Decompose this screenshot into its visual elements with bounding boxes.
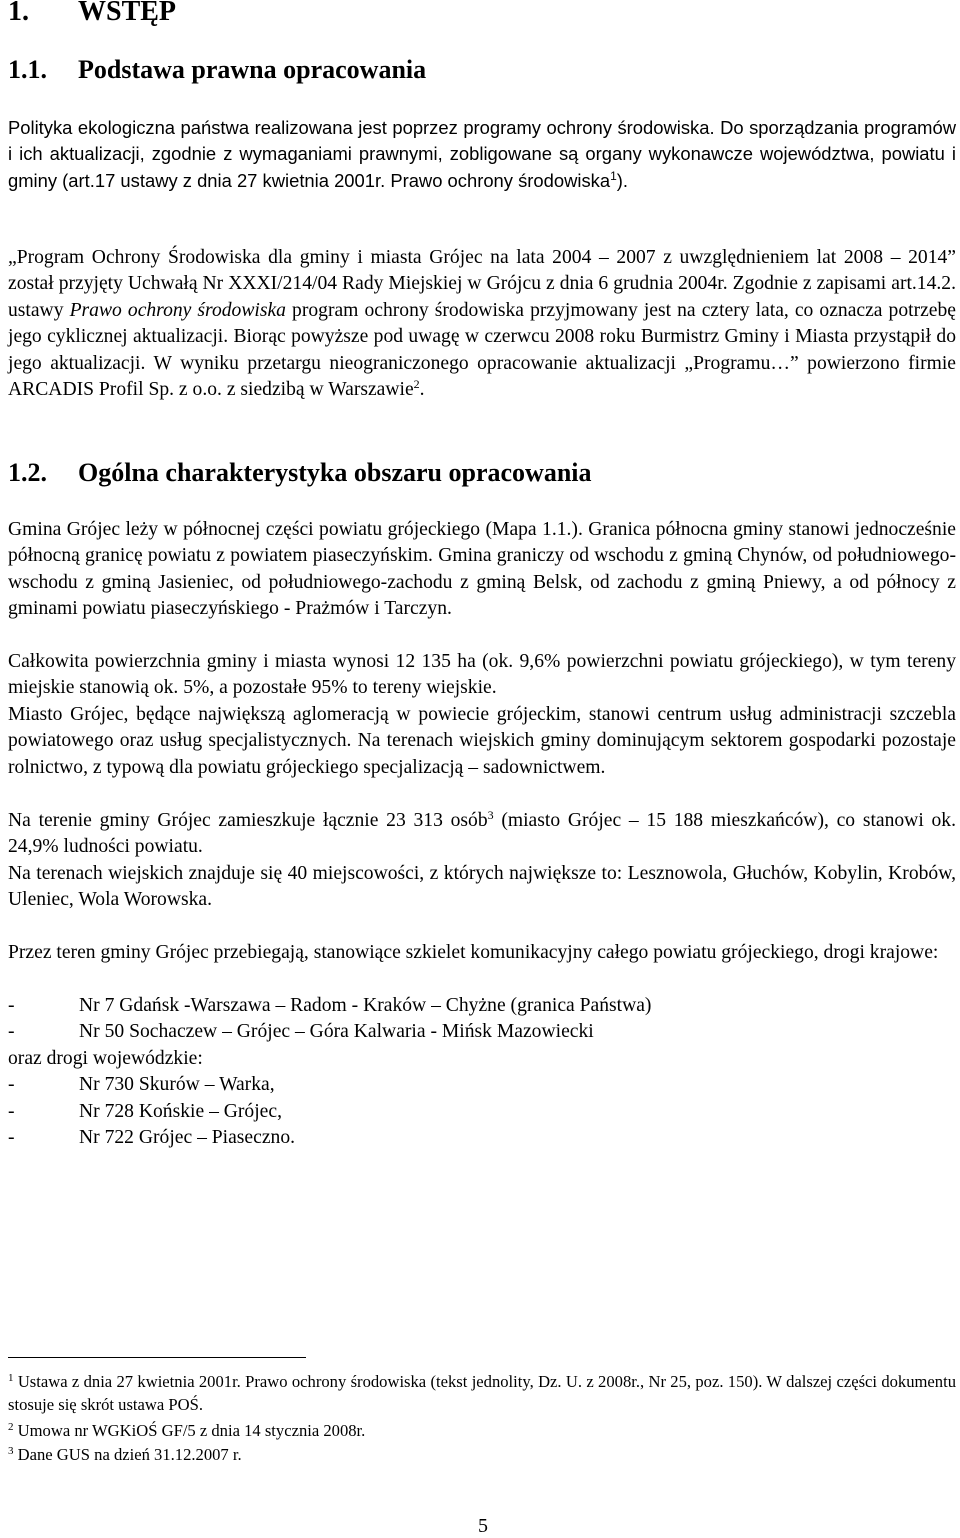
list-item	[8, 1099, 956, 1125]
list-item-text: Nr 50 Sochaczew – Grójec – Góra Kalwaria - Mińsk Mazowiecki	[79, 1021, 594, 1043]
list-item	[8, 993, 956, 1019]
paragraph-text-b: program ochrony środowiska przyjmowany jest na cztery lata, co oznacza potrzebę jego cyklicznej aktualizacji. Biorąc powyższe pod uwagę w czerwcu 2008 roku Burmistrz Gminy i Miasta przystąpił do jego aktualizacji. W wyniku przetargu nieograniczonego opracowanie aktualizacji „Programu…” powierzono firmie ARCADIS Profil Sp. z o.o. z siedzibą w Warszawie	[8, 299, 956, 401]
footnote-divider	[8, 1357, 306, 1358]
footnote-marker: 3	[8, 1445, 14, 1457]
list-bullet: -	[8, 1127, 15, 1149]
heading-title: WSTĘP	[78, 0, 177, 27]
list-item-text: Nr 722 Grójec – Piaseczno.	[79, 1127, 296, 1149]
list-bullet: -	[8, 995, 15, 1016]
heading-section-1-1	[8, 55, 426, 85]
list-item	[8, 1072, 956, 1098]
footnote-marker: 2	[8, 1421, 14, 1433]
footnote-ref-2: 2	[413, 377, 420, 392]
list-bullet: -	[8, 1074, 15, 1096]
footnote-ref-1: 1	[610, 168, 617, 183]
list-intro: oraz drogi wojewódzkie:	[8, 1047, 203, 1069]
page-number: 5	[478, 1515, 488, 1537]
footnote-ref-3: 3	[487, 808, 494, 822]
paragraph-text: Polityka ekologiczna państwa realizowana jest poprzez programy ochrony środowiska. Do sporządzania programów i ich aktualizacji, zgodnie z wymaganiami prawnymi, zobligowane są organy wykonawcze województwa, powiatu i gminy (art.17 ustawy z dnia 27 kwietnia 2001r. Prawo ochrony środowiska	[8, 117, 956, 191]
heading-number: 1.	[8, 0, 29, 27]
footnote-marker: 1	[8, 1372, 14, 1384]
heading-section-1-2	[8, 458, 592, 488]
list-item-text: Nr 7 Gdańsk -Warszawa – Radom - Kraków – Chyżne (granica Państwa)	[79, 995, 652, 1016]
footnote-text: Ustawa z dnia 27 kwietnia 2001r. Prawo ochrony środowiska (tekst jednolity, Dz. U. z 2008r., Nr 25, poz. 150). W dalszej części dokumentu stosuje się skrót ustawa POŚ.	[8, 1372, 956, 1414]
paragraph-tail: .	[419, 379, 425, 401]
law-title-italic: Prawo ochrony środowiska	[69, 299, 286, 321]
paragraph-villages: Na terenach wiejskich znajduje się 40 miejscowości, z których największe to: Lesznowola, Głuchów, Kobylin, Krobów, Uleniec, Wola Worowska.	[8, 863, 956, 911]
list-item	[8, 1019, 956, 1045]
heading-title: Ogólna charakterystyka obszaru opracowania	[78, 458, 592, 487]
footnote-2	[8, 1419, 956, 1442]
footnote-3	[8, 1443, 956, 1466]
heading-title: Podstawa prawna opracowania	[78, 55, 427, 84]
paragraph-population	[8, 808, 956, 861]
list-bullet: -	[8, 1100, 15, 1122]
paragraph-program-history	[8, 245, 956, 403]
paragraph-text-b: (miasto Grójec – 15 188 mieszkańców), co stanowi ok. 24,9% ludności powiatu.	[8, 810, 956, 858]
list-national-roads	[8, 993, 956, 1151]
paragraph-text-a: Na terenie gminy Grójec zamieszkuje łącznie 23 313 osób	[8, 810, 488, 831]
paragraph-city: Miasto Grójec, będące największą aglomeracją w powiecie grójeckim, stanowi centrum usług administracji szczebla powiatowego oraz usług specjalistycznych. Na terenach wiejskich gminy dominującym sektorem gospodarki pozostaje rolnictwo, z typową dla powiatu grójeckiego specjalizacją – sadownictwem.	[8, 704, 956, 778]
paragraph-tail: ).	[616, 169, 628, 191]
paragraph-text-a: „Program Ochrony Środowiska dla gminy i miasta Grójec na lata 2004 – 2007 z uwzględnieniem lat 2008 – 2014” został przyjęty Uchwałą Nr XXXI/214/04 Rady Miejskiej w Grójcu z dnia 6 grudnia 2004r. Zgodnie z zapisami art.14.2. ustawy	[8, 247, 956, 321]
heading-number: 1.1.	[8, 55, 47, 84]
heading-number: 1.2.	[8, 458, 47, 487]
heading-section-1	[8, 0, 176, 28]
footnote-text: Dane GUS na dzień 31.12.2007 r.	[13, 1445, 242, 1464]
list-bullet: -	[8, 1021, 15, 1043]
list-item-text: Nr 728 Końskie – Grójec,	[79, 1100, 282, 1122]
paragraph-roads-intro: Przez teren gminy Grójec przebiegają, stanowiące szkielet komunikacyjny całego powiatu grójeckiego, drogi krajowe:	[8, 942, 939, 963]
list-item-text: Nr 730 Skurów – Warka,	[79, 1074, 275, 1096]
paragraph-legal-basis	[8, 115, 956, 194]
paragraph-location: Gmina Grójec leży w północnej części powiatu grójeckiego (Mapa 1.1.). Granica północna gminy stanowi jednocześnie północną granicę powiatu z powiatem piaseczyńskim. Gmina graniczy od wschodu z gminą Chynów, od południowego-wschodu z gminą Jasieniec, od południowego-zachodu z gminą Belsk, od zachodu z gminą Pniewy, a od północy z gminami powiatu piaseczyńskiego - Prażmów i Tarczyn.	[8, 519, 956, 620]
paragraph-area: Całkowita powierzchnia gminy i miasta wynosi 12 135 ha (ok. 9,6% powierzchni powiatu grójeckiego), w tym tereny miejskie stanowią ok. 5%, a pozostałe 95% to tereny wiejskie.	[8, 651, 956, 699]
footnote-text: Umowa nr WGKiOŚ GF/5 z dnia 14 stycznia 2008r.	[13, 1421, 366, 1440]
footnote-1	[8, 1370, 956, 1416]
list-item	[8, 1125, 956, 1151]
